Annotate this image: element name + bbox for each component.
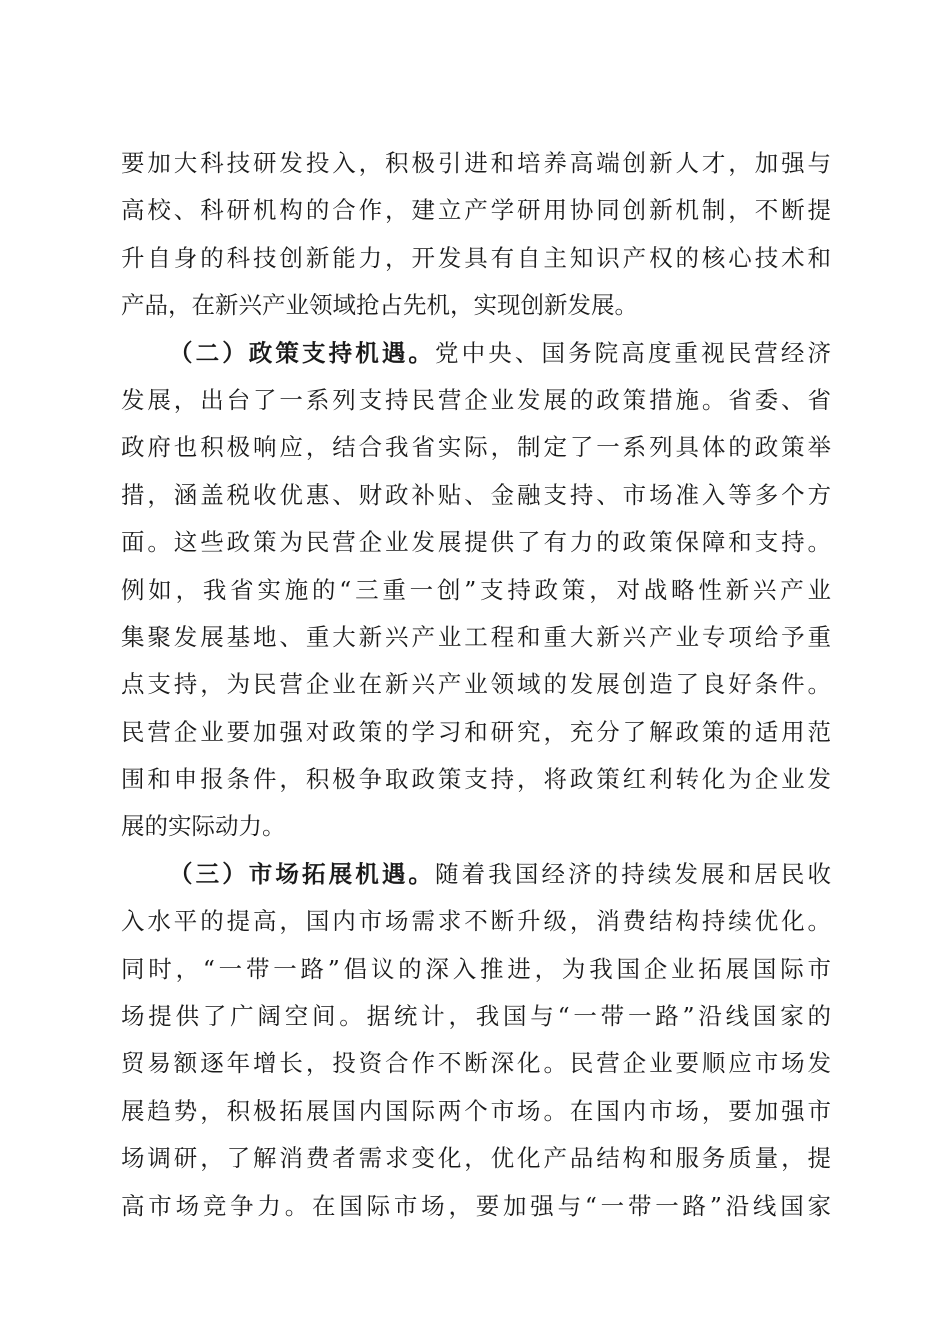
section-heading-policy: （二）政策支持机遇。 (169, 338, 436, 367)
paragraph-market-first-line (121, 851, 831, 898)
text-line: 面。这些政策为民营企业发展提供了有力的政策保障和支持。 (121, 528, 831, 557)
text-line: 场提供了广阔空间。据统计，我国与“一带一路”沿线国家的 (121, 1002, 831, 1031)
text-fragment: 党中央、国务院高度重视民营经济 (435, 338, 832, 367)
text-line: 场调研，了解消费者需求变化，优化产品结构和服务质量，提 (121, 1144, 831, 1173)
body-text (121, 140, 831, 1230)
text-line: 要加大科技研发投入，积极引进和培养高端创新人才，加强与 (121, 149, 831, 177)
text-line: 展趋势，积极拓展国内国际两个市场。在国内市场，要加强市 (121, 1096, 831, 1125)
text-line: 例如，我省实施的“三重一创”支持政策，对战略性新兴产业 (121, 575, 831, 604)
paragraph-policy-first-line (121, 330, 831, 377)
text-line: 入水平的提高，国内市场需求不断升级，消费结构持续优化。 (121, 907, 831, 936)
text-line: 高校、科研机构的合作，建立产学研用协同创新机制，不断提 (121, 196, 831, 225)
text-line: 发展，出台了一系列支持民营企业发展的政策措施。省委、省 (121, 385, 831, 414)
text-line: 贸易额逐年增长，投资合作不断深化。民营企业要顺应市场发 (121, 1049, 831, 1078)
text-line: 高市场竞争力。在国际市场，要加强与“一带一路”沿线国家 (121, 1191, 831, 1220)
text-line: 展的实际动力。 (121, 812, 286, 841)
text-line: 集聚发展基地、重大新兴产业工程和重大新兴产业专项给予重 (121, 622, 831, 651)
text-line: 升自身的科技创新能力，开发具有自主知识产权的核心技术和 (121, 243, 831, 272)
text-line: 同时，“一带一路”倡议的深入推进，为我国企业拓展国际市 (121, 954, 831, 983)
text-fragment: 随着我国经济的持续发展和居民收 (435, 859, 832, 888)
text-line: 民营企业要加强对政策的学习和研究，充分了解政策的适用范 (121, 717, 831, 746)
section-heading-market: （三）市场拓展机遇。 (169, 859, 436, 888)
text-line: 政府也积极响应，结合我省实际，制定了一系列具体的政策举 (121, 433, 831, 462)
text-line: 点支持，为民营企业在新兴产业领域的发展创造了良好条件。 (121, 670, 831, 699)
text-line: 措，涵盖税收优惠、财政补贴、金融支持、市场准入等多个方 (121, 480, 831, 509)
text-line: 围和申报条件，积极争取政策支持，将政策红利转化为企业发 (121, 765, 831, 794)
text-line: 产品，在新兴产业领域抢占先机，实现创新发展。 (121, 291, 638, 320)
